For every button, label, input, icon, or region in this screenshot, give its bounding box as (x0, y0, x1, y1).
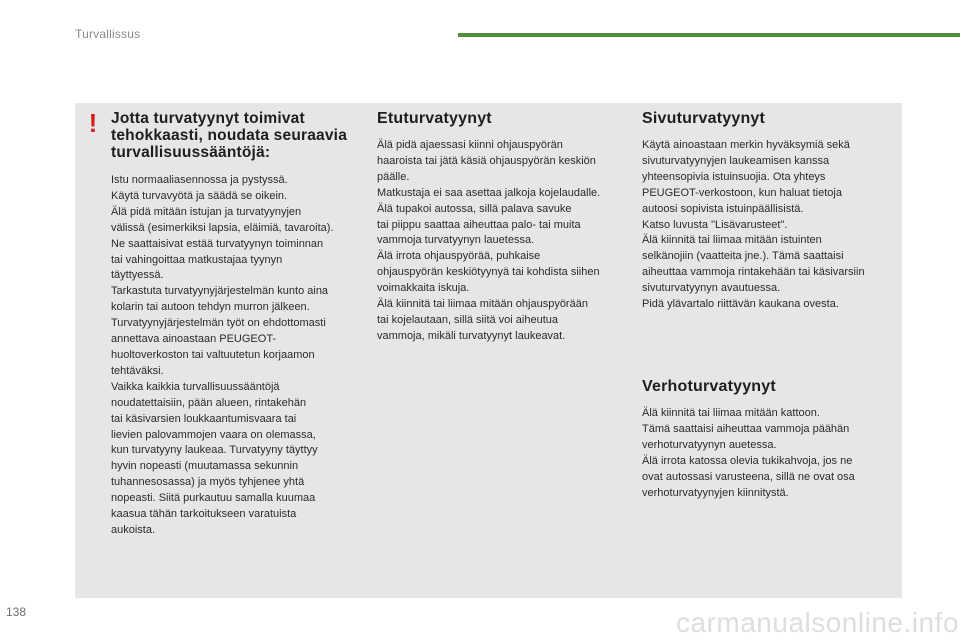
text-line: vammoja, mikäli turvatyynyt laukeavat. (377, 329, 566, 342)
text-line: Älä tupakoi autossa, sillä palava savuke (377, 202, 572, 215)
text-line: ovat autossasi varusteena, sillä ne ovat osa (642, 470, 855, 483)
text-line: täyttyessä. (111, 269, 164, 282)
curtain-airbags-title: Verhoturvatyynyt (642, 378, 776, 395)
page-number: 138 (6, 605, 27, 619)
text-line: sivuturvatyynyn avautuessa. (642, 282, 781, 295)
text-line: noudatettaisiin, pään alueen, rintakehän (111, 396, 307, 409)
text-line: PEUGEOT-verkostoon, kun haluat tietoja (642, 186, 842, 199)
text-line: Istu normaaliasennossa ja pystyssä. (111, 174, 288, 186)
text-line: Älä kiinnitä tai liimaa mitään kattoon. (642, 407, 820, 419)
front-airbags-title: Etuturvatyynyt (377, 110, 492, 127)
text-line: tai vahingoittaa matkustajaa tyynyn (111, 253, 283, 266)
airbag-rules-body (111, 173, 361, 539)
text-line: kolarin tai autoon tehdyn murron jälkeen. (111, 301, 310, 314)
text-line: sivuturvatyynyjen laukeamisen kanssa (642, 154, 830, 167)
text-line: Älä irrota katossa olevia tukikahvoja, jos ne (642, 454, 853, 467)
text-line: Älä kiinnitä tai liimaa mitään istuinten (642, 234, 822, 247)
curtain-airbags-column (642, 378, 900, 501)
text-line: yhteensopivia istuinsuojia. Ota yhteys (642, 170, 826, 183)
text-line: Vaikka kaikkia turvallisuussääntöjä (111, 380, 280, 393)
text-line: lievien palovammojen vaara on olemassa, (111, 428, 316, 441)
front-airbags-body (377, 138, 629, 345)
front-airbags-column (377, 110, 629, 345)
text-line: Älä kiinnitä tai liimaa mitään ohjauspyörään (377, 298, 588, 311)
text-line: Älä irrota ohjauspyörää, puhkaise (377, 250, 541, 263)
text-line: haaroista tai jätä käsiä ohjauspyörän keskiön (377, 154, 596, 167)
text-line: Pidä ylävartalo riittävän kaukana ovesta. (642, 298, 839, 311)
text-line: tuhannesosassa) ja myös tyhjenee yhtä (111, 476, 305, 489)
text-line: välissä (esimerkiksi lapsia, eläimiä, tavaroita). (111, 221, 334, 234)
text-line: nopeasti. Siitä purkautuu samalla kuumaa (111, 492, 316, 505)
airbag-rules-column (111, 110, 361, 539)
exclamation-warning-icon: ! (88, 108, 98, 138)
airbag-rules-title: Jotta turvatyynyt toimivat tehokkaasti, noudata seuraavia turvallisuussääntöjä: (111, 110, 348, 161)
watermark: carmanualsonline.info (676, 607, 959, 638)
text-line: verhoturvatyynyjen kiinnitystä. (642, 486, 789, 499)
text-line: annettava ainoastaan PEUGEOT- (111, 333, 277, 346)
text-line: tai käsivarsien loukkaantumisvaara tai (111, 412, 297, 425)
text-line: aukoista. (111, 523, 156, 536)
text-line: Tarkastuta turvatyynyjärjestelmän kunto aina (111, 285, 329, 298)
text-line: voimakkaita iskuja. (377, 282, 470, 295)
text-line: selkänojiin (vaatteita jne.). Tämä saattaisi (642, 250, 844, 263)
text-line: kaasua tähän tarkoitukseen varatuista (111, 508, 297, 521)
text-line: päälle. (377, 170, 410, 183)
text-line: Käytä ainoastaan merkin hyväksymiä sekä (642, 139, 850, 151)
text-line: tai kojelautaan, sillä siitä voi aiheutua (377, 313, 559, 326)
side-airbags-title: Sivuturvatyynyt (642, 110, 766, 127)
text-line: Käytä turvavyötä ja säädä se oikein. (111, 189, 288, 202)
text-line: hyvin nopeasti (muutamassa sekunnin (111, 460, 299, 473)
text-line: vammoja turvatyynyn lauetessa. (377, 234, 535, 247)
header-rule (458, 33, 960, 37)
text-line: Älä pidä mitään istujan ja turvatyynyjen (111, 205, 302, 218)
text-line: tai piippu saattaa aiheuttaa palo- tai muita (377, 218, 581, 231)
text-line: Katso luvusta "Lisävarusteet". (642, 218, 788, 231)
curtain-airbags-body (642, 406, 900, 501)
text-line: ohjauspyörän keskiötyynyä tai kohdista siihen (377, 266, 600, 279)
section-label: Turvallissus (75, 27, 141, 41)
text-line: Turvatyynyjärjestelmän työt on ehdottomasti (111, 317, 326, 330)
text-line: verhoturvatyynyn auetessa. (642, 438, 777, 451)
text-line: Tämä saattaisi aiheuttaa vammoja päähän (642, 422, 850, 435)
text-line: Matkustaja ei saa asettaa jalkoja kojelaudalle. (377, 186, 601, 199)
text-line: Älä pidä ajaessasi kiinni ohjauspyörän (377, 139, 563, 151)
side-airbags-body (642, 138, 900, 313)
text-line: autoosi sopivista istuinpäällisistä. (642, 202, 804, 215)
text-line: aiheuttaa vammoja rintakehään tai käsivarsiin (642, 266, 865, 279)
text-line: huoltoverkoston tai valtuutetun korjaamon (111, 348, 315, 361)
text-line: kun turvatyyny laukeaa. Turvatyyny täyttyy (111, 444, 318, 457)
text-line: tehtäväksi. (111, 364, 164, 377)
side-airbags-column (642, 110, 900, 313)
text-line: Ne saattaisivat estää turvatyynyn toiminnan (111, 237, 324, 250)
